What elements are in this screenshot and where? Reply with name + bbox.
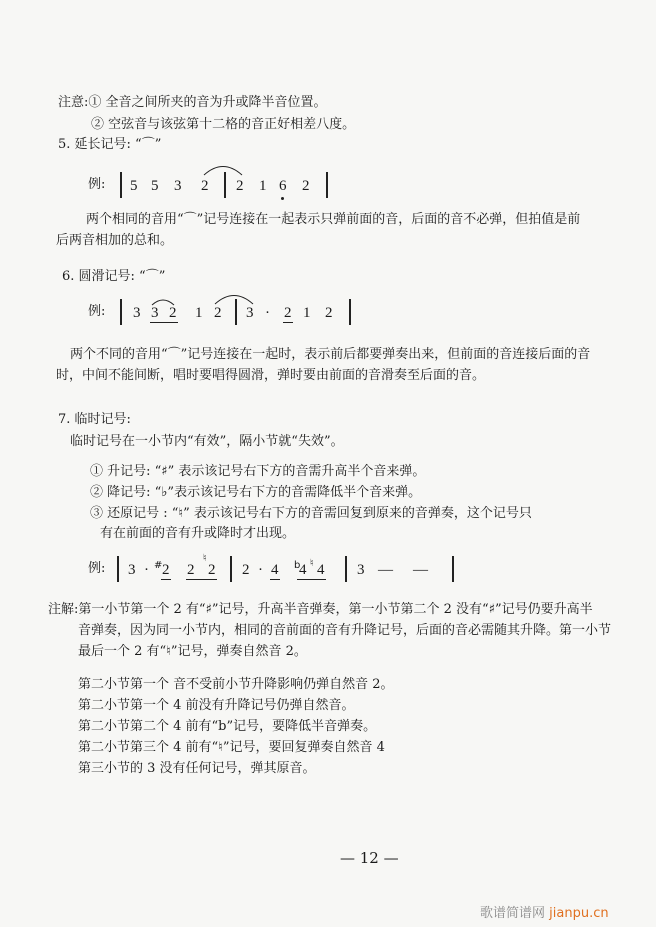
section-7-heading: 7. 临时记号: xyxy=(58,412,131,427)
underline xyxy=(161,579,171,580)
section-6-heading: 6. 圆滑记号: “⌒” xyxy=(62,269,166,284)
underline xyxy=(150,322,178,323)
page-number: — 12 — xyxy=(340,849,399,867)
note: 2 xyxy=(208,562,216,578)
dash-extension: — xyxy=(378,562,393,578)
underline xyxy=(297,579,326,580)
note: 4 xyxy=(271,562,279,578)
dash-extension: — xyxy=(413,562,428,578)
paragraph: 临时记号在一小节内“有效”，隔小节就“失效”。 xyxy=(70,434,344,449)
flat-icon: b xyxy=(294,560,301,571)
section-5-heading: 5. 延长记号: “⌒” xyxy=(58,137,162,152)
annotation-line: 最后一个 2 有“♮”记号，弹奏自然音 2。 xyxy=(78,644,307,659)
underline xyxy=(270,579,280,580)
slur-arc xyxy=(214,291,254,305)
example-label: 例: xyxy=(88,177,106,192)
natural-icon: ♮ xyxy=(310,558,314,569)
note: 2 xyxy=(325,305,333,321)
example-1-tie xyxy=(0,172,656,202)
example-2-slur xyxy=(0,299,656,329)
example-3-accidentals xyxy=(0,553,656,586)
paragraph: 两个不同的音用“⌒”记号连接在一起时，表示前后都要弹奏出来，但前面的音连接后面的音 xyxy=(70,347,591,362)
example-label: 例: xyxy=(88,561,106,576)
note: 2 xyxy=(214,305,222,321)
note: 3 xyxy=(357,562,365,578)
note-label: 注意:① 全音之间所夹的音为升或降半音位置。 xyxy=(58,95,327,110)
note: 5 xyxy=(151,178,159,194)
note-item-2: ② 空弦音与该弦第十二格的音正好相差八度。 xyxy=(91,117,356,132)
bar-line xyxy=(349,299,351,325)
note: 2 xyxy=(169,305,177,321)
tie-arc xyxy=(203,162,243,176)
bar-line xyxy=(120,299,122,325)
example-label: 例: xyxy=(88,304,106,319)
bar-line xyxy=(117,556,119,582)
bar-line xyxy=(345,556,347,582)
list-item: ① 升记号: “♯” 表示该记号右下方的音需升高半个音来弹。 xyxy=(90,464,426,479)
note: 2 xyxy=(236,178,244,194)
note: 4 xyxy=(317,562,325,578)
watermark: 歌谱简谱网 jianpu.cn xyxy=(480,906,609,921)
bar-line xyxy=(120,172,122,198)
note: 1 xyxy=(195,305,203,321)
note: 2 xyxy=(201,178,209,194)
note: 3 xyxy=(151,305,159,321)
note: 2 xyxy=(302,178,310,194)
annotation-line: 第二小节第二个 4 前有“b”记号，要降低半音弹奏。 xyxy=(78,719,377,734)
note-item-1: ① 全音之间所夹的音为升或降半音位置。 xyxy=(88,95,327,110)
slur-arc xyxy=(151,297,175,306)
bar-line xyxy=(452,556,454,582)
sharp-icon: # xyxy=(154,560,163,571)
dot-extension: · xyxy=(265,305,270,321)
note: 3 xyxy=(128,562,136,578)
note: 2 xyxy=(187,562,195,578)
dot-extension: · xyxy=(144,562,149,578)
note: 1 xyxy=(259,178,267,194)
note: 2 xyxy=(284,305,292,321)
annotation-line: 第二小节第一个 音不受前小节升降影响仍弹自然音 2。 xyxy=(78,677,394,692)
note: 2 xyxy=(242,562,250,578)
annotation-line-1: 注解:第一小节第一个 2 有“♯”记号，升高半音弹奏，第一小节第二个 2 没有“♯”记号仍要升高半 xyxy=(48,602,593,617)
list-item: 有在前面的音有升或降时才出现。 xyxy=(100,526,296,541)
note: 2 xyxy=(162,562,170,578)
underline xyxy=(186,579,217,580)
annotation-line: 音弹奏，因为同一小节内，相同的音前面的音有升降记号，后面的音必需随其升降。第一小节 xyxy=(78,623,612,638)
bar-line xyxy=(326,172,328,198)
bar-line xyxy=(230,556,232,582)
annotation-line: 第二小节第三个 4 前有“♮”记号，要回复弹奏自然音 4 xyxy=(78,740,385,755)
note: 5 xyxy=(130,178,138,194)
paragraph: 时，中间不能间断，唱时要唱得圆滑，弹时要由前面的音滑奏至后面的音。 xyxy=(56,368,486,383)
paragraph: 两个相同的音用“⌒”记号连接在一起表示只弹前面的音，后面的音不必弹，但拍值是前 xyxy=(86,212,581,227)
dot-extension: · xyxy=(258,562,263,578)
natural-icon: ♮ xyxy=(203,553,207,564)
note: 3 xyxy=(174,178,182,194)
note: 3 xyxy=(246,305,254,321)
annotation-line: 第三小节的 3 没有任何记号，弹其原音。 xyxy=(78,761,316,776)
annotation-line: 第二小节第一个 4 前没有升降记号仍弹自然音。 xyxy=(78,698,355,713)
note: 6 xyxy=(279,178,287,194)
note: 1 xyxy=(303,305,311,321)
lower-octave-dot xyxy=(281,197,284,200)
note: 4 xyxy=(299,562,307,578)
note: 3 xyxy=(133,305,141,321)
underline xyxy=(283,322,293,323)
list-item: ② 降记号: “♭”表示该记号右下方的音需降低半个音来弹。 xyxy=(90,485,422,500)
list-item: ③ 还原记号 : “♮” 表示该记号右下方的音需回复到原来的音弹奏，这个记号只 xyxy=(90,506,532,521)
paragraph: 后两音相加的总和。 xyxy=(56,233,174,248)
